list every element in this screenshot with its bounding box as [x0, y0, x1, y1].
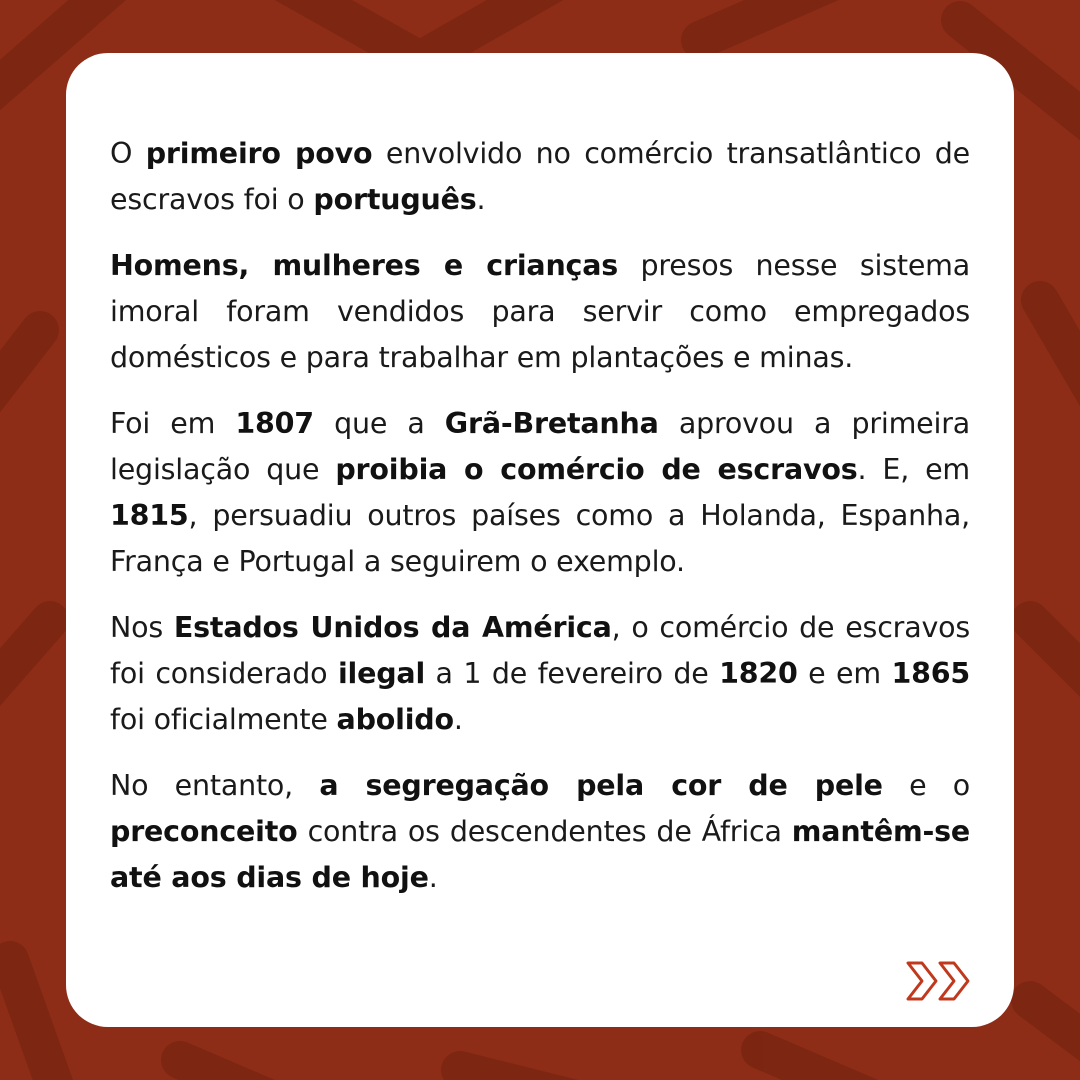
bold-text: a segregação pela cor de pele: [319, 769, 883, 802]
text-segment: contra os descendentes de África: [297, 815, 792, 848]
text-body: [110, 131, 970, 901]
text-segment: No entanto,: [110, 769, 320, 802]
text-segment: que a: [313, 407, 445, 440]
paragraph-4: [110, 605, 970, 743]
text-segment: envolvido no comércio transatlântico de escravos foi o: [110, 137, 970, 216]
text-segment: .: [428, 861, 438, 894]
bold-text: 1815: [110, 499, 189, 532]
text-segment: O: [110, 137, 146, 170]
bold-text: 1807: [235, 407, 314, 440]
content-card: [66, 53, 1014, 1027]
bold-text: ilegal: [337, 657, 426, 690]
bold-text: português: [313, 183, 477, 216]
bold-text: 1820: [719, 657, 798, 690]
text-segment: .: [476, 183, 486, 216]
bold-text: preconceito: [110, 815, 298, 848]
paragraph-3: [110, 401, 970, 585]
bold-text: Estados Unidos da América: [173, 611, 612, 644]
text-segment: . E, em: [857, 453, 970, 486]
bold-text: primeiro povo: [145, 137, 373, 170]
text-segment: Foi em: [110, 407, 236, 440]
text-segment: a 1 de fevereiro de: [425, 657, 720, 690]
paragraph-5: [110, 763, 970, 901]
text-segment: e em: [797, 657, 892, 690]
bold-text: Grã-Bretanha: [444, 407, 659, 440]
text-segment: foi oficialmente: [110, 703, 337, 736]
text-segment: Nos: [110, 611, 174, 644]
text-segment: , o comércio de escravos foi considerado: [110, 611, 971, 690]
bold-text: 1865: [891, 657, 971, 690]
bold-text: abolido: [336, 703, 454, 736]
bold-text: Homens, mulheres e crianças: [110, 249, 619, 282]
text-segment: e o: [882, 769, 970, 802]
bold-text: mantêm-se até aos dias de hoje: [110, 815, 970, 894]
paragraph-1: [110, 131, 970, 223]
text-segment: aprovou a primeira legislação que: [110, 407, 970, 486]
text-segment: , persuadiu outros países como a Holanda, Espanha, França e Portugal a seguirem o exemplo.: [110, 499, 970, 578]
text-segment: .: [453, 703, 463, 736]
double-chevron-right-icon[interactable]: [904, 957, 976, 1005]
text-segment: presos nesse sistema imoral foram vendidos para servir como empregados domésticos e para trabalhar em plantações e minas.: [110, 249, 970, 374]
bold-text: proibia o comércio de escravos: [335, 453, 858, 486]
paragraph-2: [110, 243, 970, 381]
